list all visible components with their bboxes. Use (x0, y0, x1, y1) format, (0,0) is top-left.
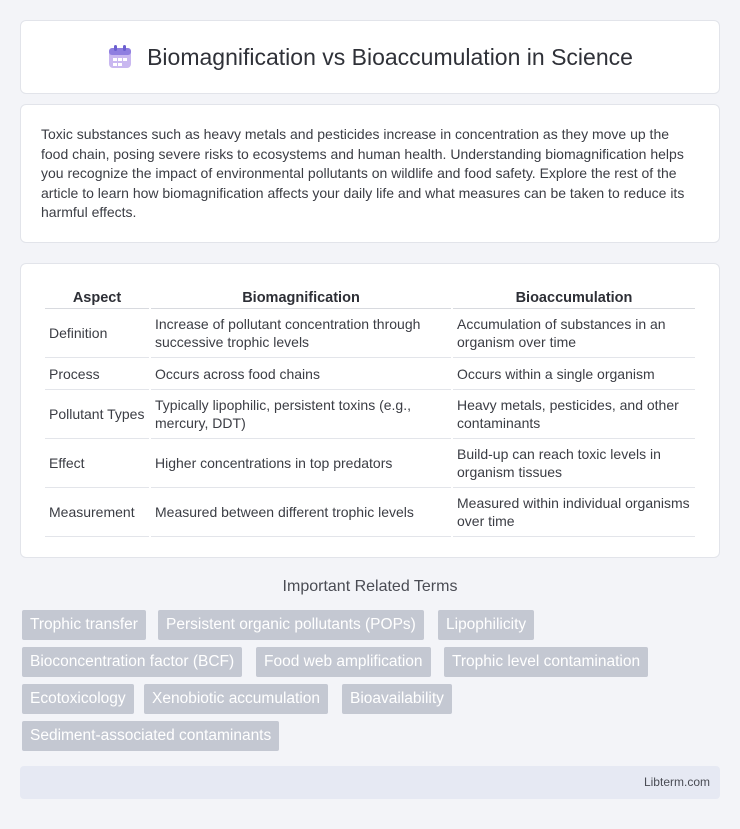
cell-biomagnification: Increase of pollutant concentration through successive trophic levels (151, 309, 451, 358)
cell-bioaccumulation: Measured within individual organisms over time (453, 488, 695, 537)
related-term-tag[interactable]: Bioconcentration factor (BCF) (22, 647, 242, 677)
cell-aspect: Pollutant Types (45, 390, 149, 439)
footer-site-link[interactable]: Libterm.com (643, 775, 710, 789)
cell-aspect: Measurement (45, 488, 149, 537)
cell-bioaccumulation: Heavy metals, pesticides, and other contaminants (453, 390, 695, 439)
title-card (20, 20, 720, 94)
cell-biomagnification: Measured between different trophic levels (151, 488, 451, 537)
intro-card (20, 104, 720, 243)
cell-biomagnification: Typically lipophilic, persistent toxins (e.g., mercury, DDT) (151, 390, 451, 439)
header-biomagnification: Biomagnification (151, 286, 451, 309)
comparison-table (43, 286, 697, 537)
related-term-tag[interactable]: Ecotoxicology (22, 684, 134, 714)
table-header-row (45, 286, 695, 309)
header-aspect: Aspect (45, 286, 149, 309)
calendar-icon (107, 44, 133, 70)
table-row (45, 309, 695, 358)
footer (20, 766, 720, 799)
comparison-card (20, 263, 720, 558)
table-row (45, 358, 695, 390)
cell-aspect: Process (45, 358, 149, 390)
header-bioaccumulation: Bioaccumulation (453, 286, 695, 309)
page-title: Biomagnification vs Bioaccumulation in Science (147, 43, 633, 70)
cell-bioaccumulation: Build-up can reach toxic levels in organism tissues (453, 439, 695, 488)
related-term-tag[interactable]: Sediment-associated contaminants (22, 721, 279, 751)
related-term-tag[interactable]: Persistent organic pollutants (POPs) (158, 610, 424, 640)
table-row (45, 439, 695, 488)
table-row (45, 390, 695, 439)
related-terms-title: Important Related Terms (282, 578, 458, 595)
related-term-tag[interactable]: Xenobiotic accumulation (144, 684, 328, 714)
related-term-tag[interactable]: Bioavailability (342, 684, 452, 714)
related-term-tag[interactable]: Lipophilicity (438, 610, 534, 640)
related-term-tag[interactable]: Food web amplification (256, 647, 431, 677)
cell-bioaccumulation: Accumulation of substances in an organism over time (453, 309, 695, 358)
intro-text: Toxic substances such as heavy metals and pesticides increase in concentration as they move up the food chain, posing severe risks to ecosystems and human health. Understanding biomagnification helps you recognize the impact of environmental pollutants on wildlife and food safety. Explore the rest of the article to learn how biomagnification affects your daily life and what measures can be taken to reduce its harmful effects. (41, 126, 685, 220)
cell-aspect: Effect (45, 439, 149, 488)
cell-biomagnification: Occurs across food chains (151, 358, 451, 390)
cell-aspect: Definition (45, 309, 149, 358)
table-row (45, 488, 695, 537)
cell-biomagnification: Higher concentrations in top predators (151, 439, 451, 488)
related-term-tag[interactable]: Trophic level contamination (444, 647, 648, 677)
related-term-tag[interactable]: Trophic transfer (22, 610, 146, 640)
cell-bioaccumulation: Occurs within a single organism (453, 358, 695, 390)
